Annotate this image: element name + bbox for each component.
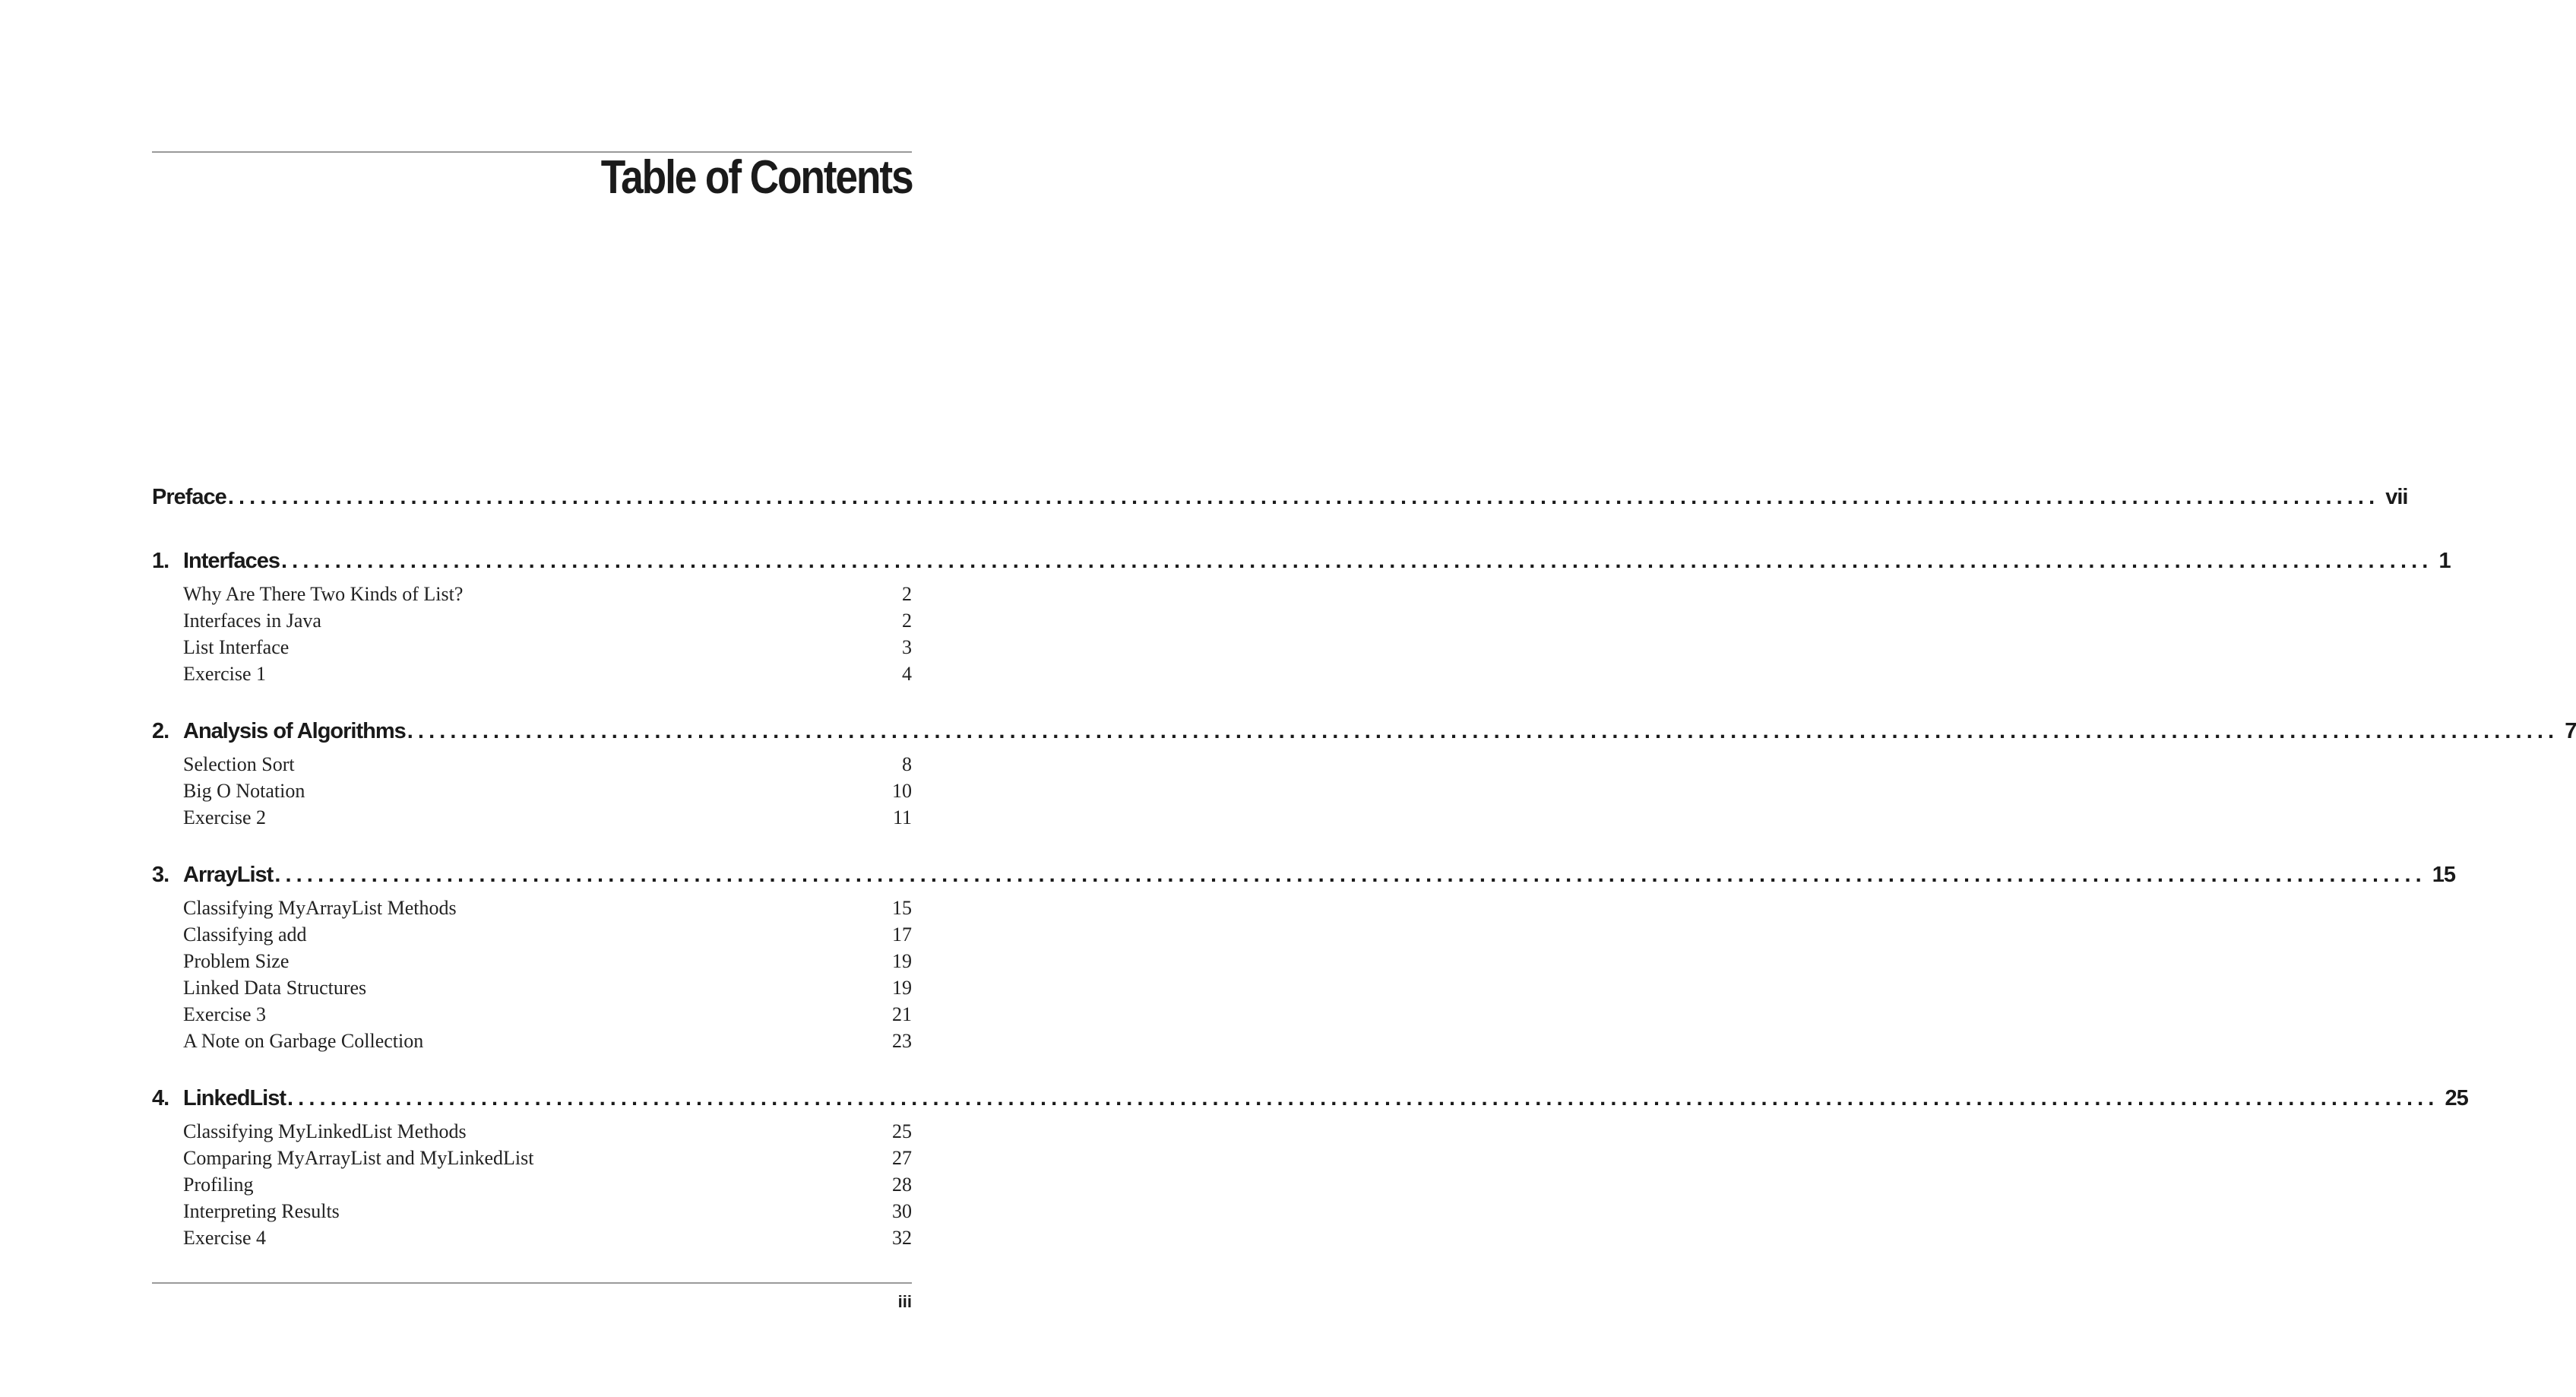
chapter-number: 1. (152, 549, 169, 573)
section-page-number: 32 (892, 1227, 912, 1249)
chapter-block (152, 855, 2456, 1079)
toc-entry-chapter[interactable] (152, 541, 2451, 581)
section-page-number: 30 (892, 1200, 912, 1222)
section-title: Interpreting Results (183, 1200, 340, 1222)
chapter-title: Analysis of Algorithms (183, 719, 406, 743)
toc-entry-section[interactable] (183, 948, 912, 974)
toc-entry-section[interactable] (183, 1145, 912, 1171)
page-title: Table of Contents (600, 151, 912, 204)
section-title: Interfaces in Java (183, 610, 321, 632)
section-list (152, 581, 912, 687)
section-title: Problem Size (183, 950, 290, 972)
chapter-title: LinkedList (183, 1086, 286, 1110)
section-title: Classifying MyLinkedList Methods (183, 1120, 467, 1142)
toc-entry-section[interactable] (183, 1171, 912, 1198)
chapter-block (152, 541, 2451, 711)
section-page-number: 11 (892, 806, 912, 828)
toc-entry-section[interactable] (183, 581, 912, 607)
toc-entry-section[interactable] (183, 778, 912, 804)
toc-entry-chapter[interactable] (152, 1079, 2468, 1118)
toc-entry-section[interactable] (183, 895, 912, 921)
toc-entry-section[interactable] (183, 634, 912, 660)
section-page-number: 28 (892, 1174, 912, 1196)
toc-entry-section[interactable] (183, 1118, 912, 1145)
section-title: Exercise 3 (183, 1003, 267, 1025)
section-list (152, 751, 912, 831)
section-page-number: 19 (892, 977, 912, 999)
chapter-page-number: 15 (2432, 863, 2456, 887)
dot-leader: ........................................................................................................................................................................................................ (407, 719, 2559, 743)
toc-entry-chapter[interactable] (152, 855, 2456, 895)
dot-leader: ........................................................................................................................................................................................................ (274, 863, 2426, 887)
footer-rule (152, 1282, 912, 1284)
chapter-number: 4. (152, 1086, 169, 1110)
section-title: Exercise 4 (183, 1227, 267, 1249)
section-title: Why Are There Two Kinds of List? (183, 583, 464, 605)
section-title: Selection Sort (183, 753, 295, 775)
preface-title: Preface (152, 485, 226, 509)
section-page-number: 27 (892, 1147, 912, 1169)
section-page-number: 8 (902, 753, 912, 775)
section-list (152, 1118, 912, 1251)
toc-entry-section[interactable] (183, 974, 912, 1001)
toc-entry-section[interactable] (183, 1224, 912, 1251)
toc-entry-section[interactable] (183, 921, 912, 948)
section-list (152, 895, 912, 1054)
section-title: Big O Notation (183, 780, 305, 802)
section-page-number: 10 (892, 780, 912, 802)
toc-entry-section[interactable] (183, 804, 912, 831)
table-of-contents (152, 477, 2576, 1251)
section-title: Exercise 1 (183, 663, 267, 685)
toc-entry-chapter[interactable] (152, 711, 2576, 751)
section-page-number: 4 (902, 663, 912, 685)
chapter-block (152, 711, 2576, 855)
chapter-page-number: 25 (2445, 1086, 2468, 1110)
toc-entry-section[interactable] (183, 1198, 912, 1224)
chapter-block (152, 1079, 2468, 1251)
section-page-number: 21 (892, 1003, 912, 1025)
dot-leader: ........................................................................................................................................................................................................ (287, 1086, 2439, 1110)
section-title: Linked Data Structures (183, 977, 367, 999)
section-title: A Note on Garbage Collection (183, 1030, 424, 1052)
toc-entry-section[interactable] (183, 1028, 912, 1054)
section-page-number: 3 (902, 636, 912, 658)
section-page-number: 23 (892, 1030, 912, 1052)
preface-page-number: vii (2385, 485, 2408, 509)
section-title: Classifying MyArrayList Methods (183, 897, 457, 919)
toc-entry-preface[interactable] (152, 477, 2408, 517)
dot-leader: ........................................................................................................................................................................................................ (227, 485, 2380, 509)
section-page-number: 17 (892, 923, 912, 946)
toc-entry-section[interactable] (183, 607, 912, 634)
chapter-number: 2. (152, 719, 169, 743)
section-page-number: 25 (892, 1120, 912, 1142)
section-page-number: 2 (902, 610, 912, 632)
chapter-page-number: 1 (2438, 549, 2451, 573)
chapter-number: 3. (152, 863, 169, 887)
chapter-title: ArrayList (183, 863, 274, 887)
section-page-number: 2 (902, 583, 912, 605)
toc-entry-section[interactable] (183, 751, 912, 778)
section-title: List Interface (183, 636, 290, 658)
section-title: Profiling (183, 1174, 254, 1196)
dot-leader: ........................................................................................................................................................................................................ (281, 549, 2433, 573)
section-page-number: 19 (892, 950, 912, 972)
section-title: Comparing MyArrayList and MyLinkedList (183, 1147, 534, 1169)
chapter-list (152, 541, 2576, 1251)
section-page-number: 15 (892, 897, 912, 919)
toc-entry-section[interactable] (183, 1001, 912, 1028)
chapter-page-number: 7 (2565, 719, 2576, 743)
toc-entry-section[interactable] (183, 660, 912, 687)
section-title: Exercise 2 (183, 806, 267, 828)
page-folio: iii (897, 1292, 912, 1311)
section-title: Classifying add (183, 923, 307, 946)
chapter-title: Interfaces (183, 549, 280, 573)
